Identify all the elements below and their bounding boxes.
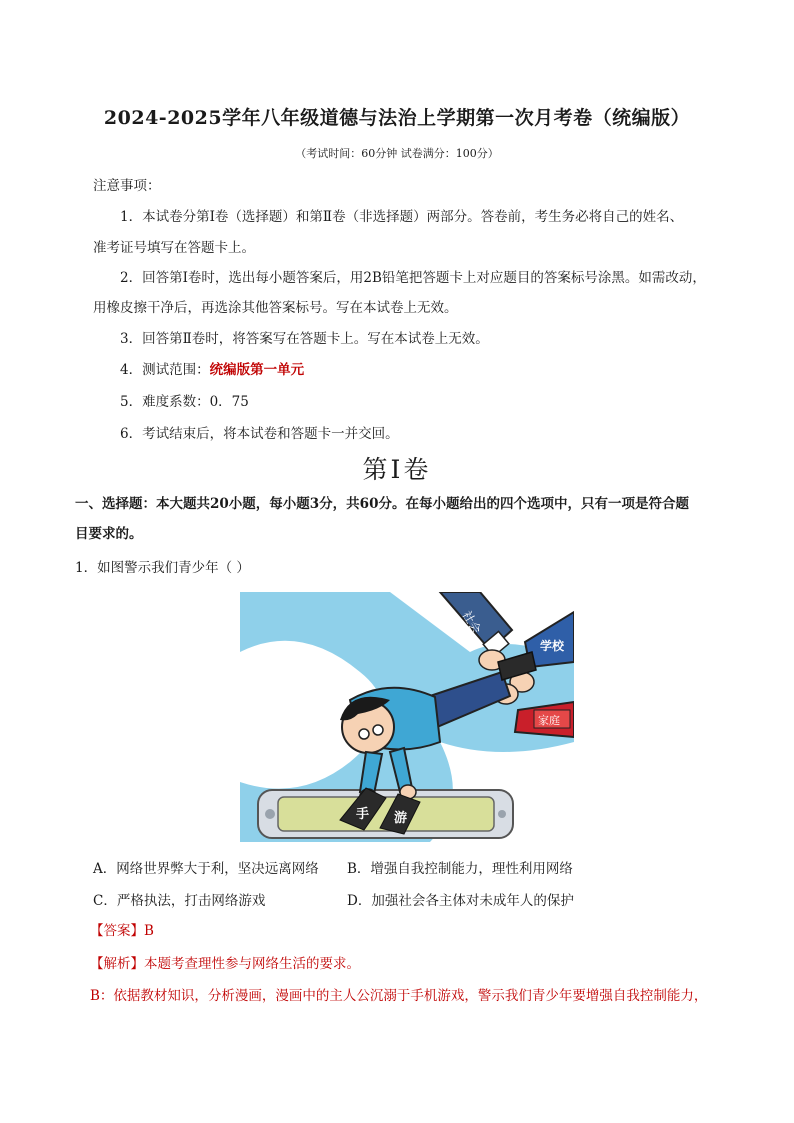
part-title: 第Ⅰ卷 [362, 455, 432, 484]
option-d: D．加强社会各主体对未成年人的保护 [347, 893, 574, 909]
exam-info: （考试时间：60分钟 试卷满分：100分） [295, 147, 499, 160]
label-school: 学校 [540, 639, 565, 653]
note-item-2-line1: 2．回答第Ⅰ卷时，选出每小题答案后，用2B铅笔把答题卡上对应题目的答案标号涂黑。如需改动， [120, 270, 706, 286]
option-a: A．网络世界弊大于利，坚决远离网络 [93, 861, 319, 877]
notes-heading: 注意事项： [93, 178, 161, 194]
option-c: C．严格执法，打击网络游戏 [93, 893, 266, 909]
answer-line: 【答案】B [90, 923, 154, 939]
note-item-1-line1: 1．本试卷分第Ⅰ卷（选择题）和第Ⅱ卷（非选择题）两部分。答卷前，考生务必将自己的姓名、 [120, 209, 684, 225]
option-b: B．增强自我控制能力，理性利用网络 [347, 861, 573, 877]
note-item-4-prefix: 4．测试范围： [120, 362, 210, 378]
test-scope: 统编版第一单元 [209, 362, 305, 378]
note-item-6: 6．考试结束后，将本试卷和答题卡一并交回。 [120, 426, 399, 442]
analysis-line: 【解析】本题考查理性参与网络生活的要求。 [90, 956, 360, 972]
note-item-4 [120, 360, 304, 380]
label-society: 社会 [459, 608, 484, 637]
note-item-5: 5．难度系数：0．75 [120, 394, 249, 410]
label-phone-right: 游 [394, 811, 408, 826]
explanation-line: B：依据教材知识，分析漫画，漫画中的主人公沉溺于手机游戏，警示我们青少年要增强自我控制能力， [90, 988, 708, 1004]
question-1-cartoon [240, 592, 574, 842]
label-family: 家庭 [538, 714, 560, 727]
section-instructions-line2: 目要求的。 [75, 526, 143, 542]
question-1-stem: 1．如图警示我们青少年（ ） [75, 560, 250, 576]
note-item-1-line2: 准考证号填写在答题卡上。 [93, 240, 255, 256]
note-item-3: 3．回答第Ⅱ卷时，将答案写在答题卡上。写在本试卷上无效。 [120, 331, 489, 347]
document-title: 2024-2025学年八年级道德与法治上学期第一次月考卷（统编版） [103, 107, 691, 129]
label-phone-left: 手 [356, 807, 370, 822]
cartoon-illustration [240, 592, 574, 842]
section-instructions-line1: 一、选择题：本大题共20小题，每小题3分，共60分。在每小题给出的四个选项中，只有一项是符合题 [75, 496, 689, 512]
note-item-2-line2: 用橡皮擦干净后，再选涂其他答案标号。写在本试卷上无效。 [93, 300, 458, 316]
